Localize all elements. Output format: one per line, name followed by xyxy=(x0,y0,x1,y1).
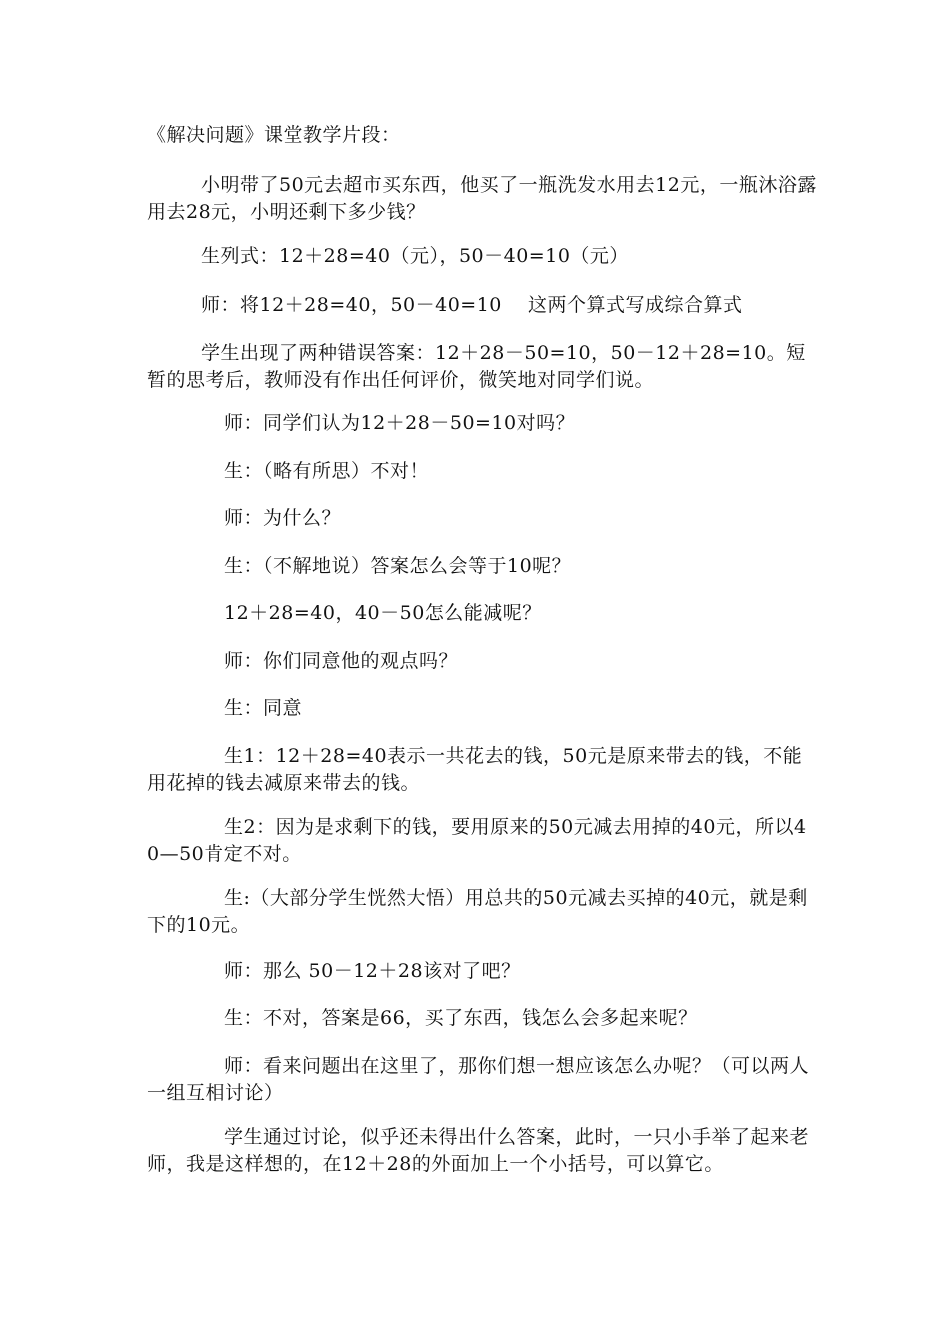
paragraph-student-formula: 生列式：12＋28=40（元），50－40=10（元） xyxy=(201,245,629,267)
dialogue-line: 生:（大部分学生恍然大悟）用总共的50元减去买掉的40元，就是剩下的10元。 xyxy=(147,887,808,936)
paragraph-problem: 小明带了50元去超市买东西，他买了一瓶洗发水用去12元，一瓶沐浴露用去28元，小明还剩下多少钱？ xyxy=(147,174,817,223)
paragraph-teacher-task: 师：将12＋28=40，50－40=10 这两个算式写成综合算式 xyxy=(201,294,743,316)
dialogue-line: 生：（不解地说）答案怎么会等于10呢？ xyxy=(224,555,572,577)
dialogue-line: 师：那么 50－12＋28该对了吧？ xyxy=(224,960,521,982)
document-title: 《解决问题》课堂教学片段： xyxy=(147,124,401,146)
dialogue-line: 师：你们同意他的观点吗？ xyxy=(224,650,459,672)
dialogue-line: 12＋28=40，40－50怎么能减呢？ xyxy=(224,602,542,624)
paragraph-wrong-answers: 学生出现了两种错误答案：12＋28－50=10，50－12＋28=10。短暂的思考后，教师没有作出任何评价，微笑地对同学们说。 xyxy=(147,342,806,391)
dialogue-line: 生：（略有所思）不对！ xyxy=(224,460,430,482)
dialogue-line: 师：为什么？ xyxy=(224,507,342,529)
dialogue-line: 师：看来问题出在这里了，那你们想一想应该怎么办呢？（可以两人一组互相讨论） xyxy=(147,1055,810,1104)
dialogue-line: 生：同意 xyxy=(224,697,303,719)
dialogue-line: 生1：12＋28=40表示一共花去的钱，50元是原来带去的钱，不能用花掉的钱去减原来带去的钱。 xyxy=(147,745,803,794)
dialogue-line: 生2：因为是求剩下的钱，要用原来的50元减去用掉的40元，所以40—50肯定不对。 xyxy=(147,816,807,865)
dialogue-line: 生：不对，答案是66，买了东西，钱怎么会多起来呢？ xyxy=(224,1007,698,1029)
paragraph-discussion: 学生通过讨论，似乎还未得出什么答案，此时，一只小手举了起来老师，我是这样想的，在12＋28的外面加上一个小括号，可以算它。 xyxy=(147,1126,810,1175)
dialogue-line: 师：同学们认为12＋28－50=10对吗？ xyxy=(224,412,576,434)
